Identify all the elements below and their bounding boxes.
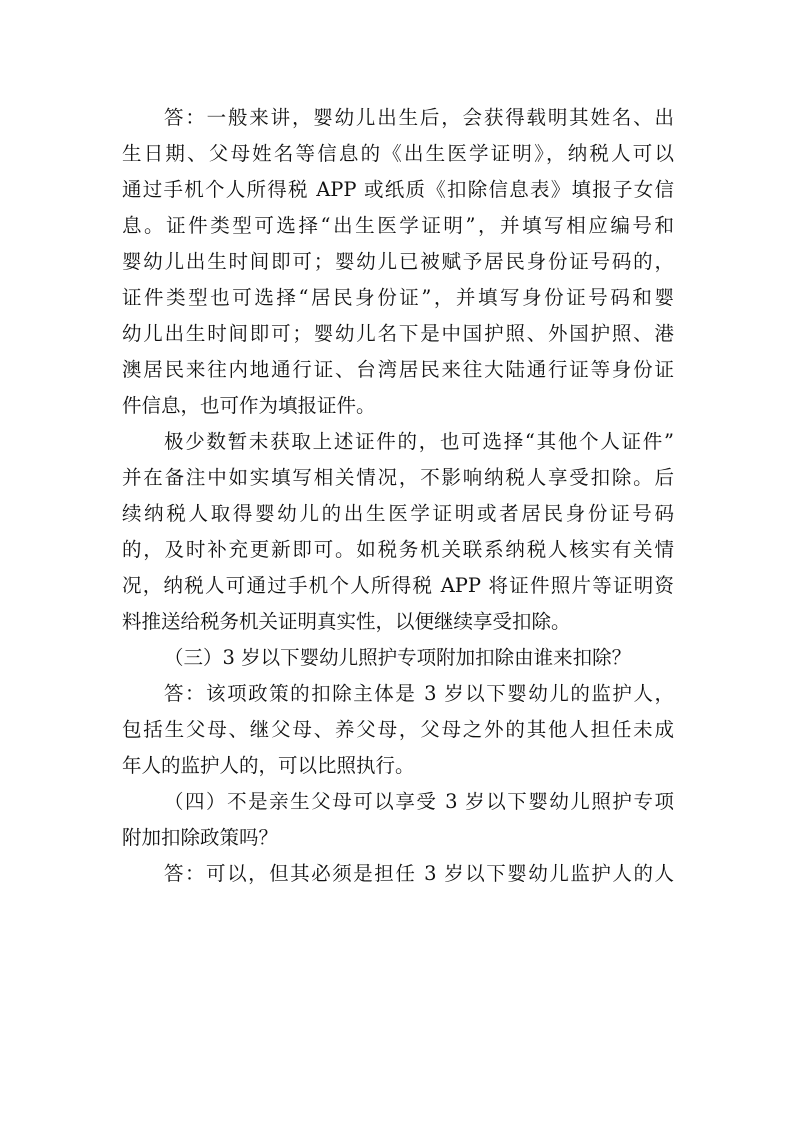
heading-line: （四）不是亲生父母可以享受 3 岁以下婴幼儿照护专项 [164, 790, 674, 813]
section-heading-3 [122, 640, 674, 676]
text-line: 息。证件类型可选择“出生医学证明”，并填写相应编号和 [122, 214, 674, 237]
paragraph-answer-id-documents [122, 100, 674, 424]
paragraph-other-documents [122, 424, 674, 640]
text-line: 年人的监护人的，可以比照执行。 [122, 754, 415, 777]
text-line: 生日期、父母姓名等信息的《出生医学证明》，纳税人可以 [122, 142, 674, 165]
section-heading-4 [122, 784, 674, 856]
text-line: 件信息，也可作为填报证件。 [122, 394, 376, 417]
text-line: 极少数暂未获取上述证件的，也可选择“其他个人证件” [164, 430, 674, 453]
heading-line: 附加扣除政策吗？ [122, 826, 279, 849]
text-line: 的，及时补充更新即可。如税务机关联系纳税人核实有关情 [122, 538, 674, 561]
text-line: 证件类型也可选择“居民身份证”，并填写身份证号码和婴 [122, 286, 674, 309]
heading-line: （三）3 岁以下婴幼儿照护专项附加扣除由谁来扣除？ [164, 646, 632, 669]
document-page [122, 100, 674, 892]
text-line: 婴幼儿出生时间即可；婴幼儿已被赋予居民身份证号码的， [122, 250, 674, 273]
paragraph-answer-deduction-subject [122, 676, 674, 784]
text-line: 况，纳税人可通过手机个人所得税 APP 将证件照片等证明资 [122, 574, 674, 597]
text-line: 通过手机个人所得税 APP 或纸质《扣除信息表》填报子女信 [122, 178, 674, 201]
text-line: 并在备注中如实填写相关情况，不影响纳税人享受扣除。后 [122, 466, 674, 489]
text-line: 续纳税人取得婴幼儿的出生医学证明或者居民身份证号码 [122, 502, 674, 525]
text-line: 答：一般来讲，婴幼儿出生后，会获得载明其姓名、出 [164, 106, 674, 129]
text-line: 答：该项政策的扣除主体是 3 岁以下婴幼儿的监护人， [164, 682, 674, 705]
text-line: 答：可以，但其必须是担任 3 岁以下婴幼儿监护人的人 [164, 862, 674, 885]
paragraph-answer-non-biological-parents [122, 856, 674, 892]
text-line: 包括生父母、继父母、养父母，父母之外的其他人担任未成 [122, 718, 674, 741]
text-line: 料推送给税务机关证明真实性，以便继续享受扣除。 [122, 610, 571, 633]
text-line: 澳居民来往内地通行证、台湾居民来往大陆通行证等身份证 [122, 358, 674, 381]
text-line: 幼儿出生时间即可；婴幼儿名下是中国护照、外国护照、港 [122, 322, 674, 345]
